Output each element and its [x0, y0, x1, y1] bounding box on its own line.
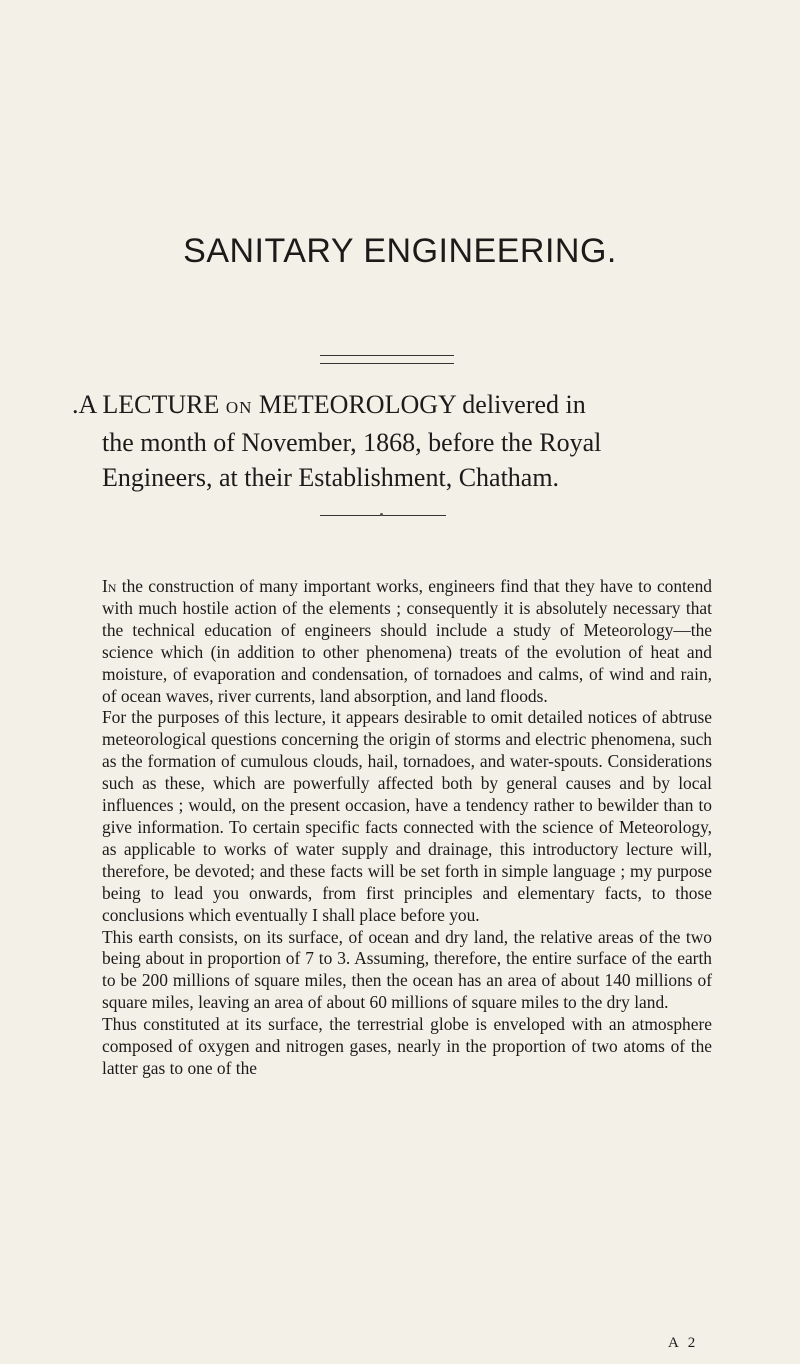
page-title: SANITARY ENGINEERING. — [183, 232, 617, 270]
paragraph-4: Thus constituted at its surface, the terrestrial globe is enveloped with an atmosphere composed of oxygen and nitrogen gases, nearly in the proportion of two atoms of the latter gas to one of the — [102, 1014, 712, 1078]
lecture-subtitle — [72, 387, 712, 495]
paragraph-1-opening-word: In — [102, 576, 117, 596]
paragraph-1 — [102, 576, 712, 707]
paragraph-3: This earth consists, on its surface, of ocean and dry land, the relative areas of the two being about in proportion of 7 to 3. Assuming, therefore, the entire surface of the earth to be 200 millions of square miles, then the ocean has an area of about 140 millions of square miles, leaving an area of about 60 millions of square miles to the dry land. — [102, 926, 712, 1013]
subtitle-line-3: Engineers, at their Establishment, Chatham. — [102, 463, 560, 492]
paragraph-2: For the purposes of this lecture, it appears desirable to omit detailed notices of abtruse meteorological questions concerning the origin of storms and electric phenomena, such as the formation of cumulous clouds, hail, tornadoes, and water-spouts. Considerations such as these, which are powerfully affected both by general causes and by local influences ; would, on the present occasion, have a tendency rather to bewilder than to give information. To certain specific facts connected with the science of Meteorology, as applicable to works of water supply and drainage, this introductory lecture will, therefore, be devoted; and these facts will be set forth in simple language ; my purpose being to lead you onwards, from first principles and elementary facts, to those conclusions which eventually I shall place before you. — [102, 707, 712, 925]
paragraph-1-text: the construction of many important works, engineers find that they have to contend with much hostile action of the elements ; consequently it is absolutely necessary that the technical education of engineers should include a study of Meteorology—the science which (in addition to other phenomena) treats of the evolution of heat and moisture, of evaporation and condensation, of tornadoes and calms, of wind and rain, of ocean waves, river currents, land absorption, and land floods. — [102, 576, 712, 706]
signature-mark: A 2 — [668, 1335, 699, 1351]
subtitle-line-2: the month of November, 1868, before the Royal — [102, 428, 602, 457]
subtitle-lead: .A LECTURE — [72, 390, 220, 419]
body-text — [102, 576, 712, 1080]
single-rule-divider — [320, 515, 446, 516]
subtitle-on: ON — [225, 398, 253, 417]
subtitle-topic: METEOROLOGY delivered in — [258, 390, 586, 419]
subtitle-line-1 — [72, 387, 712, 425]
double-rule-divider — [320, 355, 454, 364]
